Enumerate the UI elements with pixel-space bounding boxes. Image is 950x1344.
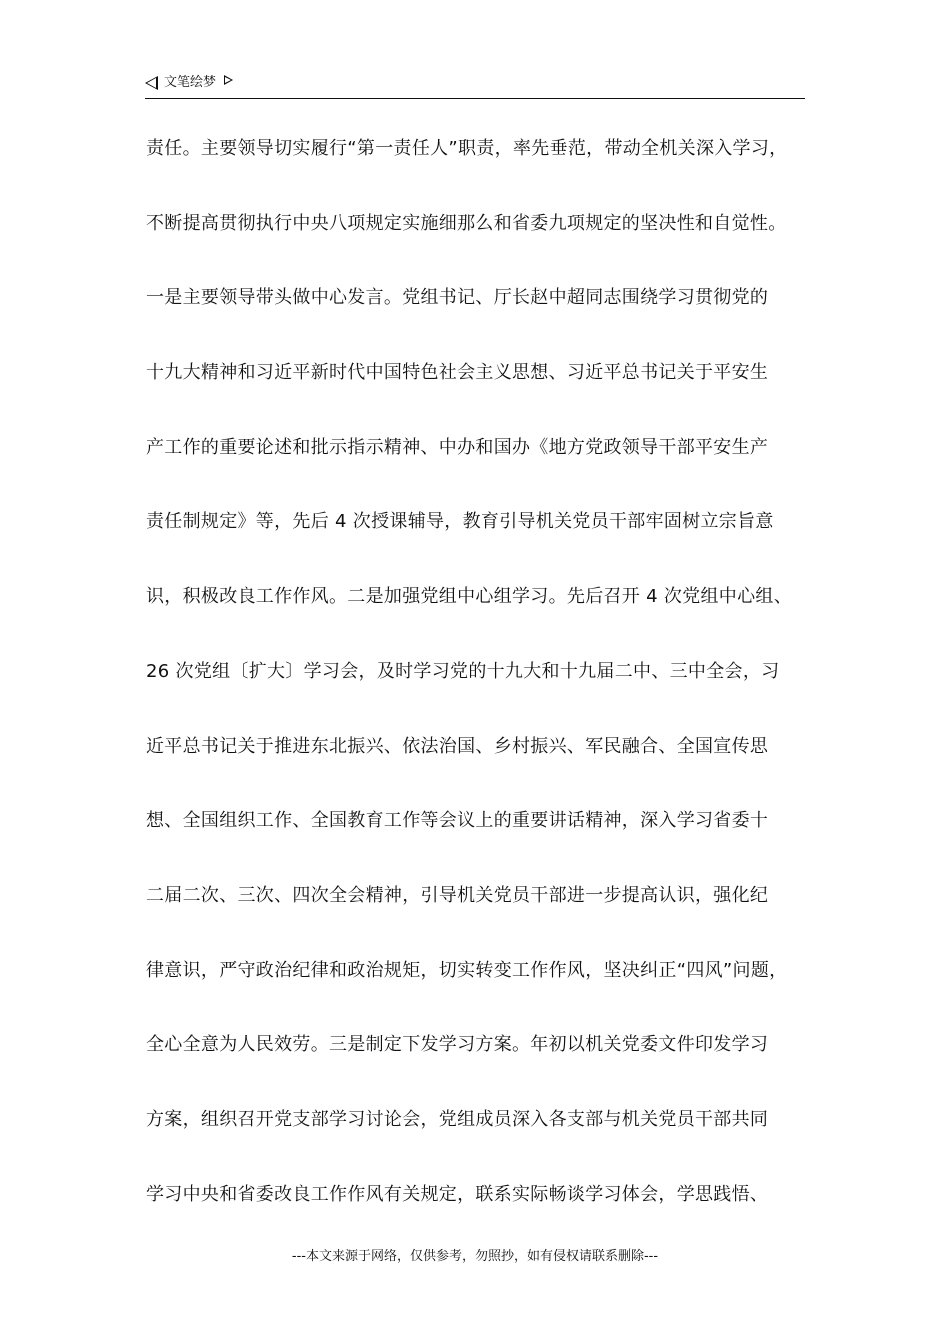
body-line: 不断提高贯彻执行中央八项规定实施细那么和省委九项规定的坚决性和自觉性。 [146, 212, 787, 234]
body-line: 十九大精神和习近平新时代中国特色社会主义思想、习近平总书记关于平安生 [146, 362, 769, 384]
header-title-group [145, 72, 233, 94]
body-line: 律意识，严守政治纪律和政治规矩，切实转变工作作风，坚决纠正“四风”问题， [146, 959, 788, 981]
body-line: 责任制规定》等，先后 4 次授课辅导，教育引导机关党员干部牢固树立宗旨意 [146, 511, 774, 533]
body-line: 想、全国组织工作、全国教育工作等会议上的重要讲话精神，深入学习省委十 [146, 810, 769, 832]
body-line: 全心全意为人民效劳。三是制定下发学习方案。年初以机关党委文件印发学习 [146, 1034, 769, 1056]
body-line: 一是主要领导带头做中心发言。党组书记、厅长赵中超同志围绕学习贯彻党的 [146, 287, 769, 309]
document-body [146, 112, 836, 1232]
triangle-left-icon [145, 76, 158, 90]
page-footer-disclaimer: ---本文来源于网络，仅供参考，勿照抄，如有侵权请联系删除--- [291, 1249, 659, 1264]
header-title: 文笔绘梦 [164, 75, 217, 90]
body-line: 产工作的重要论述和批示指示精神、中办和国办《地方党政领导干部平安生产 [146, 436, 769, 458]
page-header [145, 72, 805, 99]
triangle-right-icon [224, 75, 233, 85]
body-line: 识，积极改良工作作风。二是加强党组中心组学习。先后召开 4 次党组中心组、 [146, 586, 792, 608]
body-line: 近平总书记关于推进东北振兴、依法治国、乡村振兴、军民融合、全国宣传思 [146, 735, 769, 757]
body-line: 26 次党组〔扩大〕学习会，及时学习党的十九大和十九届二中、三中全会，习 [146, 660, 780, 682]
body-line: 二届二次、三次、四次全会精神，引导机关党员干部进一步提高认识，强化纪 [146, 884, 769, 906]
body-line: 方案，组织召开党支部学习讨论会，党组成员深入各支部与机关党员干部共同 [146, 1108, 769, 1130]
body-line: 责任。主要领导切实履行“第一责任人”职责，率先垂范，带动全机关深入学习， [146, 138, 788, 159]
body-line: 学习中央和省委改良工作作风有关规定，联系实际畅谈学习体会，学思践悟、 [146, 1183, 769, 1205]
